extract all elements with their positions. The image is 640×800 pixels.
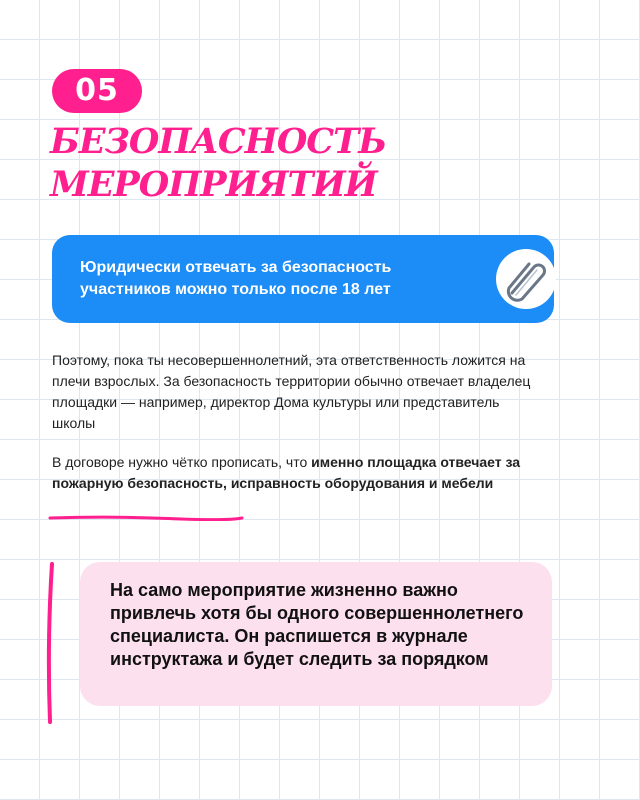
specialist-note-card — [80, 562, 552, 706]
specialist-note-text: На само мероприятие жизненно важно привлечь хотя бы одного совершеннолетнего специалиста. Он распишется в журнале инструктажа и будет следить за порядком — [110, 580, 524, 669]
section-title-line-2: МЕРОПРИЯТИЙ — [50, 164, 377, 205]
contract-note — [52, 452, 522, 494]
responsibility-paragraph: Поэтому, пока ты несовершеннолетний, эта ответственность ложится на плечи взрослых. За безопасность территории обычно отвечает владелец площадки — например, директор Дома культуры или представитель школы — [52, 352, 531, 431]
decorative-stroke — [40, 562, 60, 724]
paperclip-icon — [490, 243, 562, 315]
section-title — [50, 120, 450, 206]
contract-note-lead: В договоре нужно чётко прописать, что — [52, 454, 312, 470]
highlight-card — [52, 235, 554, 323]
highlight-underline — [48, 515, 244, 521]
section-number-badge: 05 — [52, 69, 142, 113]
section-title-line-1: БЕЗОПАСНОСТЬ — [50, 121, 387, 162]
highlight-card-text: Юридически отвечать за безопасность участников можно только после 18 лет — [80, 259, 392, 298]
contract-note-bold: именно площадка отвечает за пожарную безопасность, исправность оборудования и мебели — [52, 454, 521, 491]
